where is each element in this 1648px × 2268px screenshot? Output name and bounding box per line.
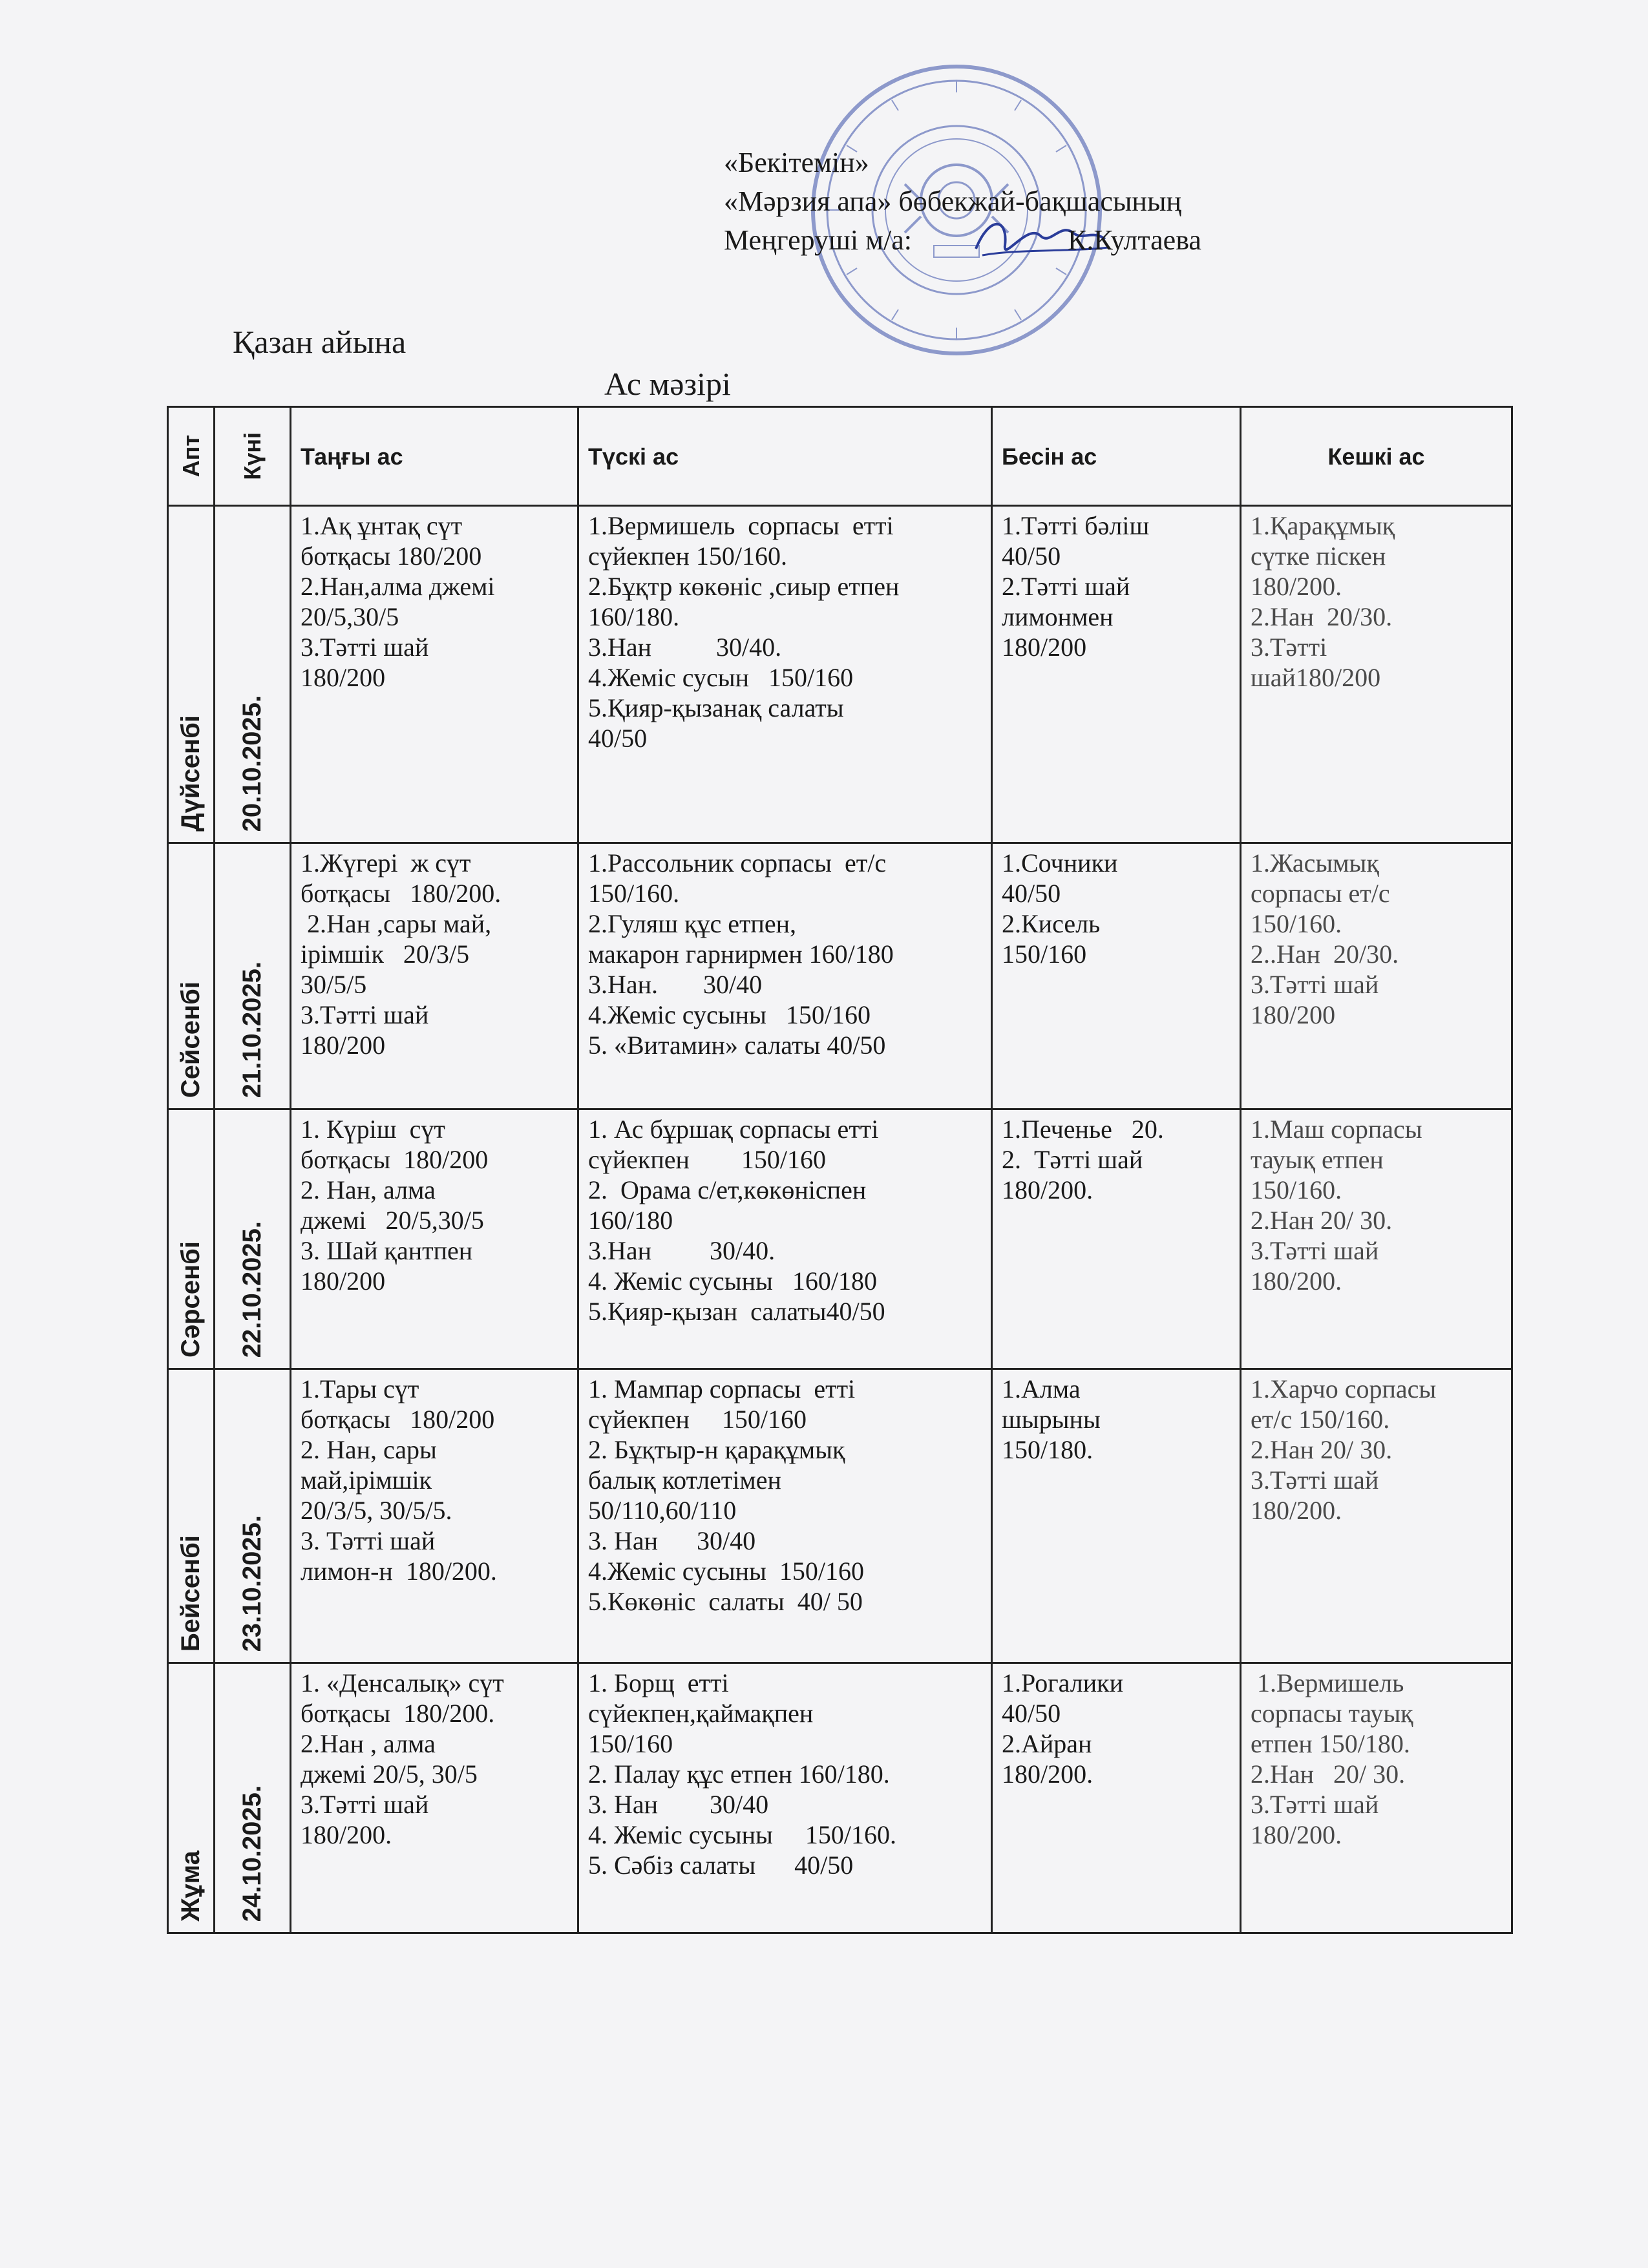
lunch-item-line: 5. «Витамин» салаты 40/50 [588,1031,886,1060]
dinner-cell [1241,1109,1512,1369]
date-label: 20.10.2025. [238,695,266,832]
snack-item-line: 40/50 [1002,879,1061,908]
breakfast-item-line: лимон-н 180/200. [301,1557,497,1586]
dinner-item-line: 3.Тәтті шай [1251,1790,1379,1819]
lunch-item-line: 4. Жеміс сусыны 160/180 [588,1266,877,1296]
breakfast-item-line: ботқасы 180/200. [301,879,502,908]
breakfast-cell [291,843,578,1109]
table-row [168,1663,1512,1933]
date-cell [215,1369,291,1663]
lunch-item-line: 4.Жеміс сусыны 150/160 [588,1557,864,1586]
snack-item-line: 180/200. [1002,1175,1093,1204]
breakfast-cell [291,1663,578,1933]
date-cell [215,843,291,1109]
snack-item-line: 150/160 [1002,940,1087,969]
weekday-cell [168,1109,215,1369]
lunch-item-line: 50/110,60/110 [588,1496,737,1525]
lunch-item-line: 2.Бұқтр көкөніс ,сиыр етпен [588,572,900,601]
dinner-item-line: 1.Харчо сорпасы [1251,1374,1437,1403]
breakfast-item-line: 2.Нан,алма джемі [301,572,495,601]
snack-item-line: лимонмен [1002,602,1114,631]
snack-item-line: 40/50 [1002,541,1061,571]
breakfast-cell [291,506,578,843]
snack-cell [992,1369,1241,1663]
lunch-item-line: сүйекпен 150/160 [588,1145,827,1174]
weekday-cell [168,1369,215,1663]
lunch-item-line: 160/180 [588,1206,673,1235]
weekday-cell [168,506,215,843]
lunch-item-line: 2. Бұқтыр-н қарақұмық [588,1435,845,1464]
lunch-cell [578,506,992,843]
breakfast-item-line: ботқасы 180/200. [301,1699,495,1728]
lunch-cell [578,1663,992,1933]
lunch-item-line: балық котлетімен [588,1465,781,1495]
breakfast-item-line: 1. «Денсалық» сүт [301,1668,504,1697]
lunch-item-line: 5.Қияр-қызан салаты40/50 [588,1297,885,1326]
weekday-cell [168,843,215,1109]
breakfast-item-line: 3.Тәтті шай [301,1000,429,1029]
lunch-item-line: макарон гарнирмен 160/180 [588,940,894,969]
dinner-item-line: 1.Маш сорпасы [1251,1115,1422,1144]
lunch-item-line: 2.Гуляш құс етпен, [588,909,796,938]
lunch-item-line: 2. Палау құс етпен 160/180. [588,1759,890,1789]
weekday-label: Сәрсенбі [176,1241,205,1358]
snack-item-line: 180/200 [1002,633,1087,662]
lunch-item-line: 4.Жеміс сусын 150/160 [588,663,854,692]
breakfast-item-line: 180/200 [301,1031,386,1060]
header-dinner: Кешкі ас [1241,407,1512,506]
breakfast-item-line: 3.Тәтті шай [301,633,429,662]
lunch-item-line: 160/180. [588,602,680,631]
snack-item-line: 2. Тәтті шай [1002,1145,1143,1174]
month-label: Қазан айына [233,324,407,360]
dinner-item-line: 180/200. [1251,1266,1342,1296]
dinner-item-line: 3.Тәтті шай [1251,1465,1379,1495]
date-label: 21.10.2025. [238,961,266,1098]
dinner-item-line: 180/200. [1251,572,1342,601]
breakfast-item-line: 180/200 [301,663,386,692]
date-label: 23.10.2025. [238,1515,266,1652]
lunch-item-line: 5. Сәбіз салаты 40/50 [588,1851,854,1880]
breakfast-item-line: 20/3/5, 30/5/5. [301,1496,452,1525]
dinner-item-line: 3.Тәтті шай [1251,1236,1379,1265]
dinner-item-line: сорпасы тауық [1251,1699,1413,1728]
dinner-item-line: етпен 150/180. [1251,1729,1410,1758]
lunch-item-line: сүйекпен 150/160 [588,1405,807,1434]
dinner-item-line: 2.Нан 20/ 30. [1251,1435,1393,1464]
snack-item-line: 150/180. [1002,1435,1093,1464]
breakfast-item-line: май,ірімшік [301,1465,432,1495]
approval-line-2: «Мәрзия апа» бөбекжай-бақшасының [724,185,1182,217]
breakfast-item-line: джемі 20/5, 30/5 [301,1759,478,1789]
dinner-item-line: 180/200. [1251,1820,1342,1849]
menu-title: Ас мәзірі [604,366,731,402]
dinner-item-line: 2.Нан 20/ 30. [1251,1759,1406,1789]
dinner-item-line: ет/с 150/160. [1251,1405,1390,1434]
breakfast-item-line: 180/200 [301,1266,386,1296]
weekday-cell [168,1663,215,1933]
lunch-item-line: 3.Нан 30/40. [588,1236,776,1265]
breakfast-item-line: 30/5/5 [301,970,367,999]
weekday-label: Дүйсенбі [176,715,205,832]
snack-item-line: 1.Печенье 20. [1002,1115,1164,1144]
breakfast-item-line: джемі 20/5,30/5 [301,1206,484,1235]
dinner-item-line: 150/160. [1251,909,1342,938]
dinner-cell [1241,1663,1512,1933]
lunch-item-line: 3. Нан 30/40 [588,1790,769,1819]
lunch-item-line: сүйекпен,қаймақпен [588,1699,814,1728]
lunch-item-line: 4. Жеміс сусыны 150/160. [588,1820,896,1849]
snack-item-line: 2.Тәтті шай [1002,572,1130,601]
lunch-item-line: 1.Рассольник сорпасы ет/с [588,848,887,877]
dinner-item-line: 3.Тәтті шай [1251,970,1379,999]
dinner-item-line: 180/200. [1251,1496,1342,1525]
header-week: Апт [168,407,215,506]
lunch-item-line: 1. Борщ етті [588,1668,729,1697]
date-label: 24.10.2025. [238,1785,266,1922]
weekday-label: Сейсенбі [176,981,205,1098]
dinner-item-line: 2..Нан 20/30. [1251,940,1399,969]
table-row [168,843,1512,1109]
snack-item-line: 2.Кисель [1002,909,1101,938]
breakfast-item-line: 2. Нан, сары [301,1435,437,1464]
date-cell [215,1109,291,1369]
lunch-item-line: 5.Көкөніс салаты 40/ 50 [588,1587,863,1616]
date-cell [215,506,291,843]
dinner-item-line: сүтке піскен [1251,541,1386,571]
breakfast-item-line: ботқасы 180/200 [301,1145,489,1174]
dinner-item-line: шай180/200 [1251,663,1381,692]
lunch-item-line: 150/160 [588,1729,673,1758]
breakfast-item-line: 3. Шай қантпен [301,1236,473,1265]
dinner-item-line: 2.Нан 20/30. [1251,602,1393,631]
lunch-cell [578,1109,992,1369]
table-header-row [168,407,1512,506]
snack-item-line: 40/50 [1002,1699,1061,1728]
breakfast-cell [291,1369,578,1663]
lunch-item-line: 3.Нан 30/40. [588,633,782,662]
header-breakfast: Таңғы ас [291,407,578,506]
breakfast-item-line: ірімшік 20/3/5 [301,940,470,969]
header-day: Күні [215,407,291,506]
dinner-item-line: 1.Вермишель [1251,1668,1404,1697]
lunch-item-line: 150/160. [588,879,680,908]
breakfast-item-line: 1. Күріш сүт [301,1115,445,1144]
breakfast-item-line: ботқасы 180/200 [301,541,482,571]
snack-cell [992,843,1241,1109]
breakfast-item-line: 180/200. [301,1820,392,1849]
dinner-item-line: 2.Нан 20/ 30. [1251,1206,1393,1235]
snack-item-line: 1.Рогалики [1002,1668,1123,1697]
dinner-cell [1241,506,1512,843]
approval-line-3 [724,221,1201,260]
dinner-cell [1241,1369,1512,1663]
snack-item-line: шырыны [1002,1405,1101,1434]
lunch-item-line: 3. Нан 30/40 [588,1526,756,1555]
snack-item-line: 1.Алма [1002,1374,1081,1403]
weekday-label: Бейсенбі [176,1535,205,1652]
table-row [168,506,1512,843]
breakfast-item-line: ботқасы 180/200 [301,1405,495,1434]
snack-item-line: 2.Айран [1002,1729,1092,1758]
breakfast-item-line: 3. Тәтті шай [301,1526,436,1555]
lunch-item-line: 2. Орама с/ет,көкөніспен [588,1175,867,1204]
snack-cell [992,1109,1241,1369]
lunch-item-line: сүйекпен 150/160. [588,541,788,571]
breakfast-item-line: 20/5,30/5 [301,602,399,631]
snack-cell [992,1663,1241,1933]
dinner-item-line: сорпасы ет/с [1251,879,1390,908]
lunch-item-line: 4.Жеміс сусыны 150/160 [588,1000,871,1029]
approval-role: Меңгеруші м/а: [724,224,919,256]
breakfast-item-line: 1.Ақ ұнтақ сүт [301,511,463,540]
breakfast-cell [291,1109,578,1369]
breakfast-item-line: 2.Нан , алма [301,1729,436,1758]
snack-item-line: 1.Тәтті бәліш [1002,511,1150,540]
header-snack: Бесін ас [992,407,1241,506]
dinner-item-line: 3.Тәтті [1251,633,1327,662]
dinner-cell [1241,843,1512,1109]
breakfast-item-line: 3.Тәтті шай [301,1790,429,1819]
date-cell [215,1663,291,1933]
dinner-item-line: 180/200 [1251,1000,1336,1029]
dinner-item-line: 1.Қарақұмық [1251,511,1395,540]
snack-cell [992,506,1241,843]
snack-item-line: 180/200. [1002,1759,1093,1789]
approval-line-1: «Бекітемін» [724,147,869,178]
approval-signer: К.Култаева [1067,224,1201,256]
approval-block [724,143,1201,260]
header-lunch: Түскі ас [578,407,992,506]
lunch-item-line: 3.Нан. 30/40 [588,970,763,999]
table-row [168,1109,1512,1369]
lunch-item-line: 1. Мампар сорпасы етті [588,1374,856,1403]
lunch-cell [578,843,992,1109]
breakfast-item-line: 2.Нан ,сары май, [301,909,492,938]
lunch-item-line: 40/50 [588,724,648,753]
lunch-item-line: 1.Вермишель сорпасы етті [588,511,894,540]
lunch-cell [578,1369,992,1663]
dinner-item-line: 150/160. [1251,1175,1342,1204]
breakfast-item-line: 1.Жүгері ж сүт [301,848,471,877]
menu-table [167,406,1513,1934]
dinner-item-line: 1.Жасымық [1251,848,1379,877]
dinner-item-line: тауық етпен [1251,1145,1384,1174]
lunch-item-line: 5.Қияр-қызанақ салаты [588,693,844,722]
breakfast-item-line: 2. Нан, алма [301,1175,436,1204]
snack-item-line: 1.Сочники [1002,848,1118,877]
breakfast-item-line: 1.Тары сүт [301,1374,419,1403]
lunch-item-line: 1. Ас бұршақ сорпасы етті [588,1115,879,1144]
table-row [168,1369,1512,1663]
weekday-label: Жұма [176,1851,205,1922]
date-label: 22.10.2025. [238,1221,266,1358]
